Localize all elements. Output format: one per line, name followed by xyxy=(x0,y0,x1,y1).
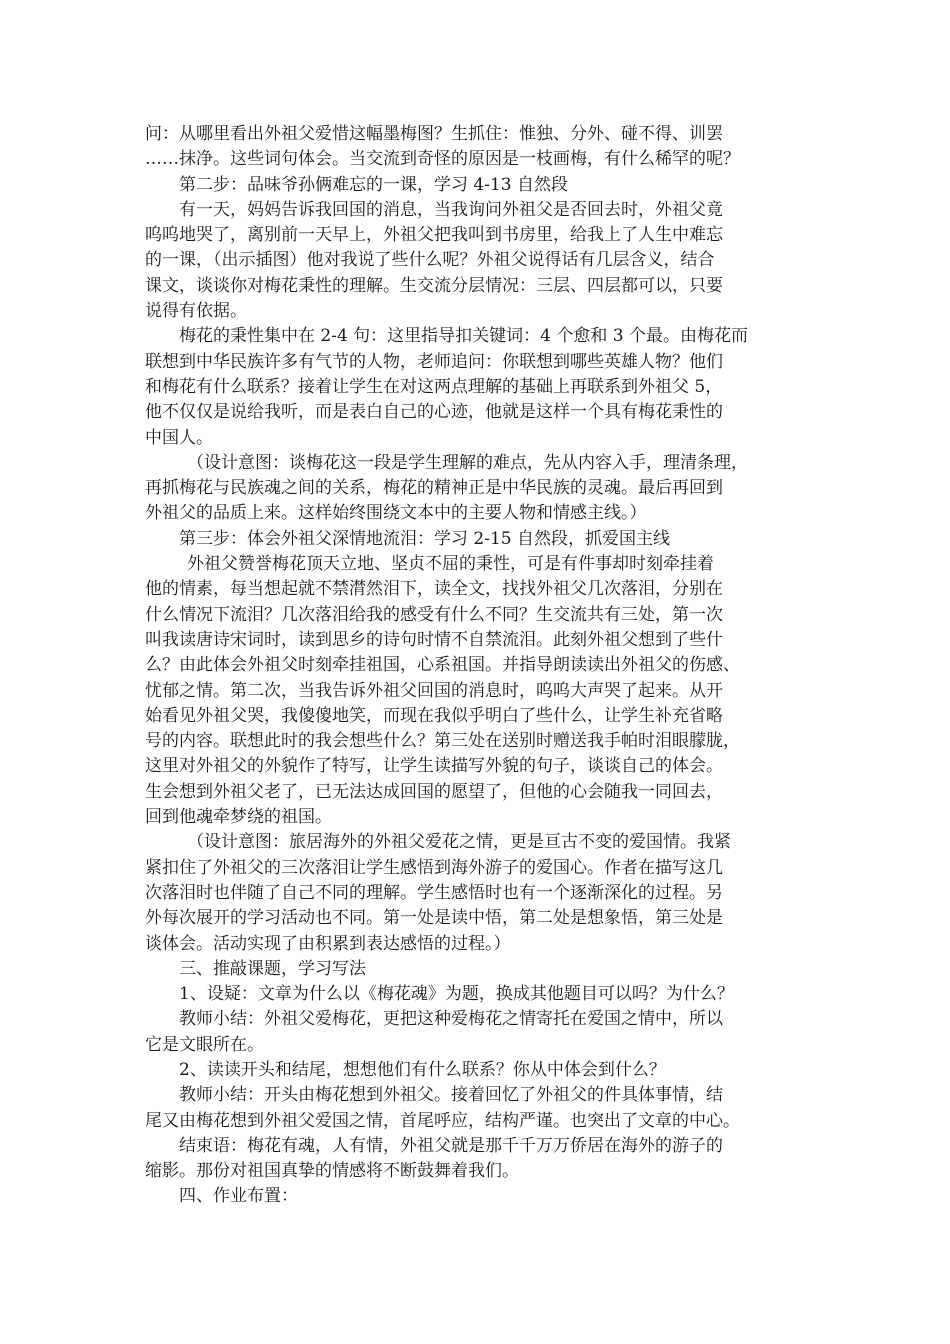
paragraph xyxy=(145,198,820,324)
text-line: 教师小结：开头由梅花想到外祖父。接着回忆了外祖父的件具体事情，结 xyxy=(179,1085,723,1106)
paragraph xyxy=(145,552,820,830)
text-line: 联想到中华民族许多有气节的人物，老师追问：你联想到哪些英雄人物？他们 xyxy=(145,351,723,372)
paragraph xyxy=(145,527,820,552)
text-line: 叫我读唐诗宋词时，读到思乡的诗句时情不自禁流泪。此刻外祖父想到了些什 xyxy=(145,629,723,650)
paragraph xyxy=(145,830,820,956)
text-line: 他的情素，每当想起就不禁潸然泪下，读全文，找找外祖父几次落泪，分别在 xyxy=(145,579,723,600)
text-line: 紧扣住了外祖父的三次落泪让学生感悟到海外游子的爱国心。作者在描写这几 xyxy=(145,857,723,878)
text-line: 次落泪时也伴随了自己不同的理解。学生感悟时也有一个逐渐深化的过程。另 xyxy=(145,882,723,903)
text-line: 忧郁之情。第二次，当我告诉外祖父回国的消息时，呜呜大声哭了起来。从开 xyxy=(145,680,723,701)
text-line: ……抹净。这些词句体会。当交流到奇怪的原因是一枝画梅，有什么稀罕的呢？ xyxy=(145,149,740,170)
text-line: 再抓梅花与民族魂之间的关系，梅花的精神正是中华民族的灵魂。最后再回到 xyxy=(145,478,723,499)
text-line: （设计意图：谈梅花这一段是学生理解的难点，先从内容入手，理清条理， xyxy=(187,452,748,473)
text-line: 始看见外祖父哭，我傻傻地笑，而现在我似乎明白了些什么，让学生补充省略 xyxy=(145,705,723,726)
paragraph xyxy=(145,1058,820,1083)
paragraph xyxy=(145,324,820,450)
paragraph xyxy=(145,1007,820,1058)
text-line: 他不仅仅是说给我听，而是表白自己的心迹，他就是这样一个具有梅花秉性的 xyxy=(145,402,723,423)
text-line: 和梅花有什么联系？接着让学生在对这两点理解的基础上再联系到外祖父 5， xyxy=(145,376,723,397)
paragraph xyxy=(145,1083,820,1134)
text-line: 教师小结：外祖父爱梅花，更把这种爱梅花之情寄托在爱国之情中，所以 xyxy=(179,1009,723,1030)
text-line: 第三步：体会外祖父深情地流泪：学习 2-15 自然段，抓爱国主线 xyxy=(179,528,670,549)
text-line: （设计意图：旅居海外的外祖父爱花之情，更是亘古不变的爱国情。我紧 xyxy=(187,832,731,853)
text-line: 号的内容。联想此时的我会想些什么？第三处在送别时赠送我手帕时泪眼朦胧， xyxy=(145,731,740,752)
text-line: 课文，谈谈你对梅花秉性的理解。生交流分层情况：三层、四层都可以，只要 xyxy=(145,275,723,296)
text-line: 外祖父的品质上来。这样始终围绕文本中的主要人物和情感主线。） xyxy=(145,503,647,524)
text-line: 三、推敲课题，学习写法 xyxy=(179,958,366,979)
text-line: 第二步：品味爷孙俩难忘的一课，学习 4-13 自然段 xyxy=(179,174,568,195)
text-line: 结束语：梅花有魂，人有情，外祖父就是那千千万万侨居在海外的游子的 xyxy=(179,1135,723,1156)
text-line: 四、作业布置： xyxy=(179,1186,298,1207)
text-line: 谈体会。活动实现了由积累到表达感悟的过程。） xyxy=(145,933,511,954)
paragraph xyxy=(145,982,820,1007)
document-page xyxy=(145,122,820,1210)
text-line: 生会想到外祖父老了，已无法达成回国的愿望了，但他的心会随我一同回去， xyxy=(145,781,723,802)
text-line: 问：从哪里看出外祖父爱惜这幅墨梅图？生抓住：惟独、分外、碰不得、训罢 xyxy=(145,124,723,144)
paragraph xyxy=(145,1184,820,1209)
paragraph xyxy=(145,1134,820,1185)
text-line: 1、设疑：文章为什么以《梅花魂》为题，换成其他题目可以吗？为什么？ xyxy=(179,984,734,1005)
text-line: 么？由此体会外祖父时刻牵挂祖国，心系祖国。并指导朗读读出外祖父的伤感、 xyxy=(145,655,740,676)
text-line: 外祖父赞誉梅花顶天立地、坚贞不屈的秉性，可是有件事却时刻牵挂着 xyxy=(187,554,714,575)
text-line: 呜呜地哭了，离别前一天早上，外祖父把我叫到书房里，给我上了人生中难忘 xyxy=(145,225,723,246)
paragraph xyxy=(145,122,820,173)
paragraph xyxy=(145,957,820,982)
text-line: 2、读读开头和结尾，想想他们有什么联系？你从中体会到什么？ xyxy=(179,1059,666,1080)
text-line: 中国人。 xyxy=(145,427,213,448)
text-line: 它是文眼所在。 xyxy=(145,1034,264,1055)
text-line: 外每次展开的学习活动也不同。第一处是读中悟，第二处是想象悟，第三处是 xyxy=(145,908,723,929)
text-line: 有一天，妈妈告诉我回国的消息，当我询问外祖父是否回去时，外祖父竟 xyxy=(179,199,723,220)
text-line: 说得有依据。 xyxy=(145,301,247,322)
text-line: 的一课，（出示插图）他对我说了些什么呢？外祖父说得话有几层含义，结合 xyxy=(145,250,715,271)
text-line: 缩影。那份对祖国真挚的情感将不断鼓舞着我们。 xyxy=(145,1161,519,1182)
paragraph xyxy=(145,173,820,198)
text-line: 什么情况下流泪？几次落泪给我的感受有什么不同？生交流共有三处，第一次 xyxy=(145,604,723,625)
text-line: 回到他魂牵梦绕的祖国。 xyxy=(145,807,332,828)
text-line: 这里对外祖父的外貌作了特写，让学生读描写外貌的句子，谈谈自己的体会。 xyxy=(145,756,723,777)
text-line: 梅花的秉性集中在 2-4 句：这里指导扣关键词：4 个愈和 3 个最。由梅花而 xyxy=(179,326,749,347)
text-line: 尾又由梅花想到外祖父爱国之情，首尾呼应，结构严谨。也突出了文章的中心。 xyxy=(145,1110,740,1131)
paragraph xyxy=(145,451,820,527)
